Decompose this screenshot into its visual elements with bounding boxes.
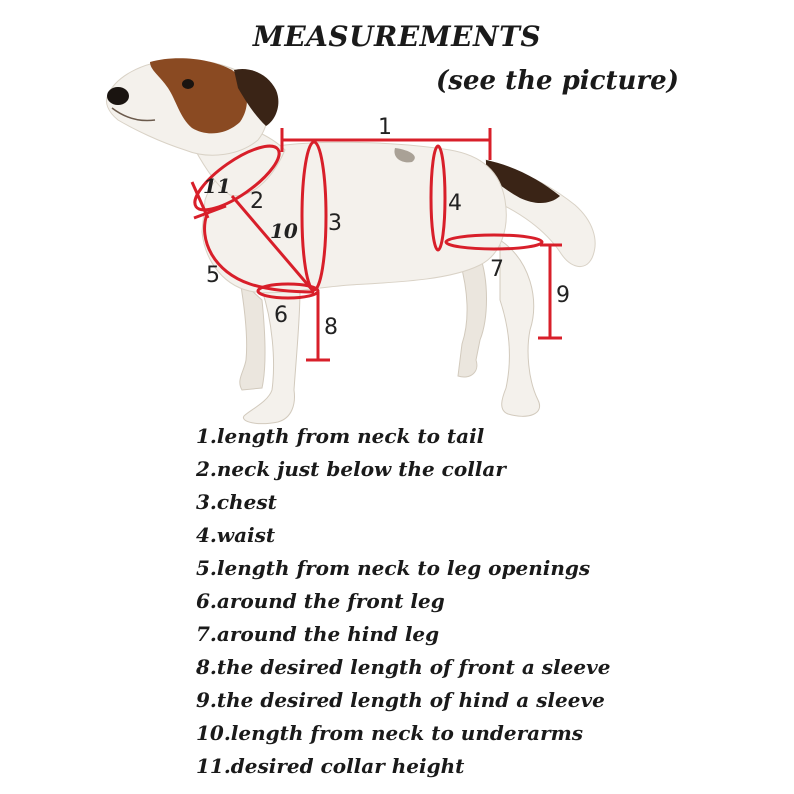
dog-hind-leg xyxy=(500,240,540,416)
label-4: 4 xyxy=(448,191,462,216)
legend-item-1: 1.length from neck to tail xyxy=(196,424,485,448)
legend-item-4: 4.waist xyxy=(196,523,276,547)
dog-eye xyxy=(182,79,194,89)
legend-item-9: 9.the desired length of hind a sleeve xyxy=(196,688,605,712)
measurement-legend xyxy=(196,420,610,783)
label-7: 7 xyxy=(490,257,504,282)
label-2: 2 xyxy=(250,189,264,214)
diagram-title: MEASUREMENTS xyxy=(252,20,542,53)
diagram-subtitle: (see the picture) xyxy=(436,66,679,96)
label-11: 11 xyxy=(203,174,231,198)
legend-item-10: 10.length from neck to underarms xyxy=(196,721,584,745)
label-6: 6 xyxy=(274,303,288,328)
legend-item-6: 6.around the front leg xyxy=(196,589,445,613)
legend-item-11: 11.desired collar height xyxy=(196,754,465,778)
legend-item-2: 2.neck just below the collar xyxy=(196,457,506,481)
label-9: 9 xyxy=(556,283,570,308)
dog-illustration xyxy=(106,58,595,423)
dog-nose xyxy=(107,87,129,105)
legend-item-7: 7.around the hind leg xyxy=(196,622,440,646)
label-8: 8 xyxy=(324,315,338,340)
legend-item-5: 5.length from neck to leg openings xyxy=(196,556,591,580)
label-3: 3 xyxy=(328,211,342,236)
dog-front-leg-back xyxy=(240,280,265,390)
legend-item-8: 8.the desired length of front a sleeve xyxy=(196,655,611,679)
label-1: 1 xyxy=(378,115,392,140)
legend-item-3: 3.chest xyxy=(196,490,277,514)
label-5: 5 xyxy=(206,263,220,288)
label-10: 10 xyxy=(270,219,298,243)
